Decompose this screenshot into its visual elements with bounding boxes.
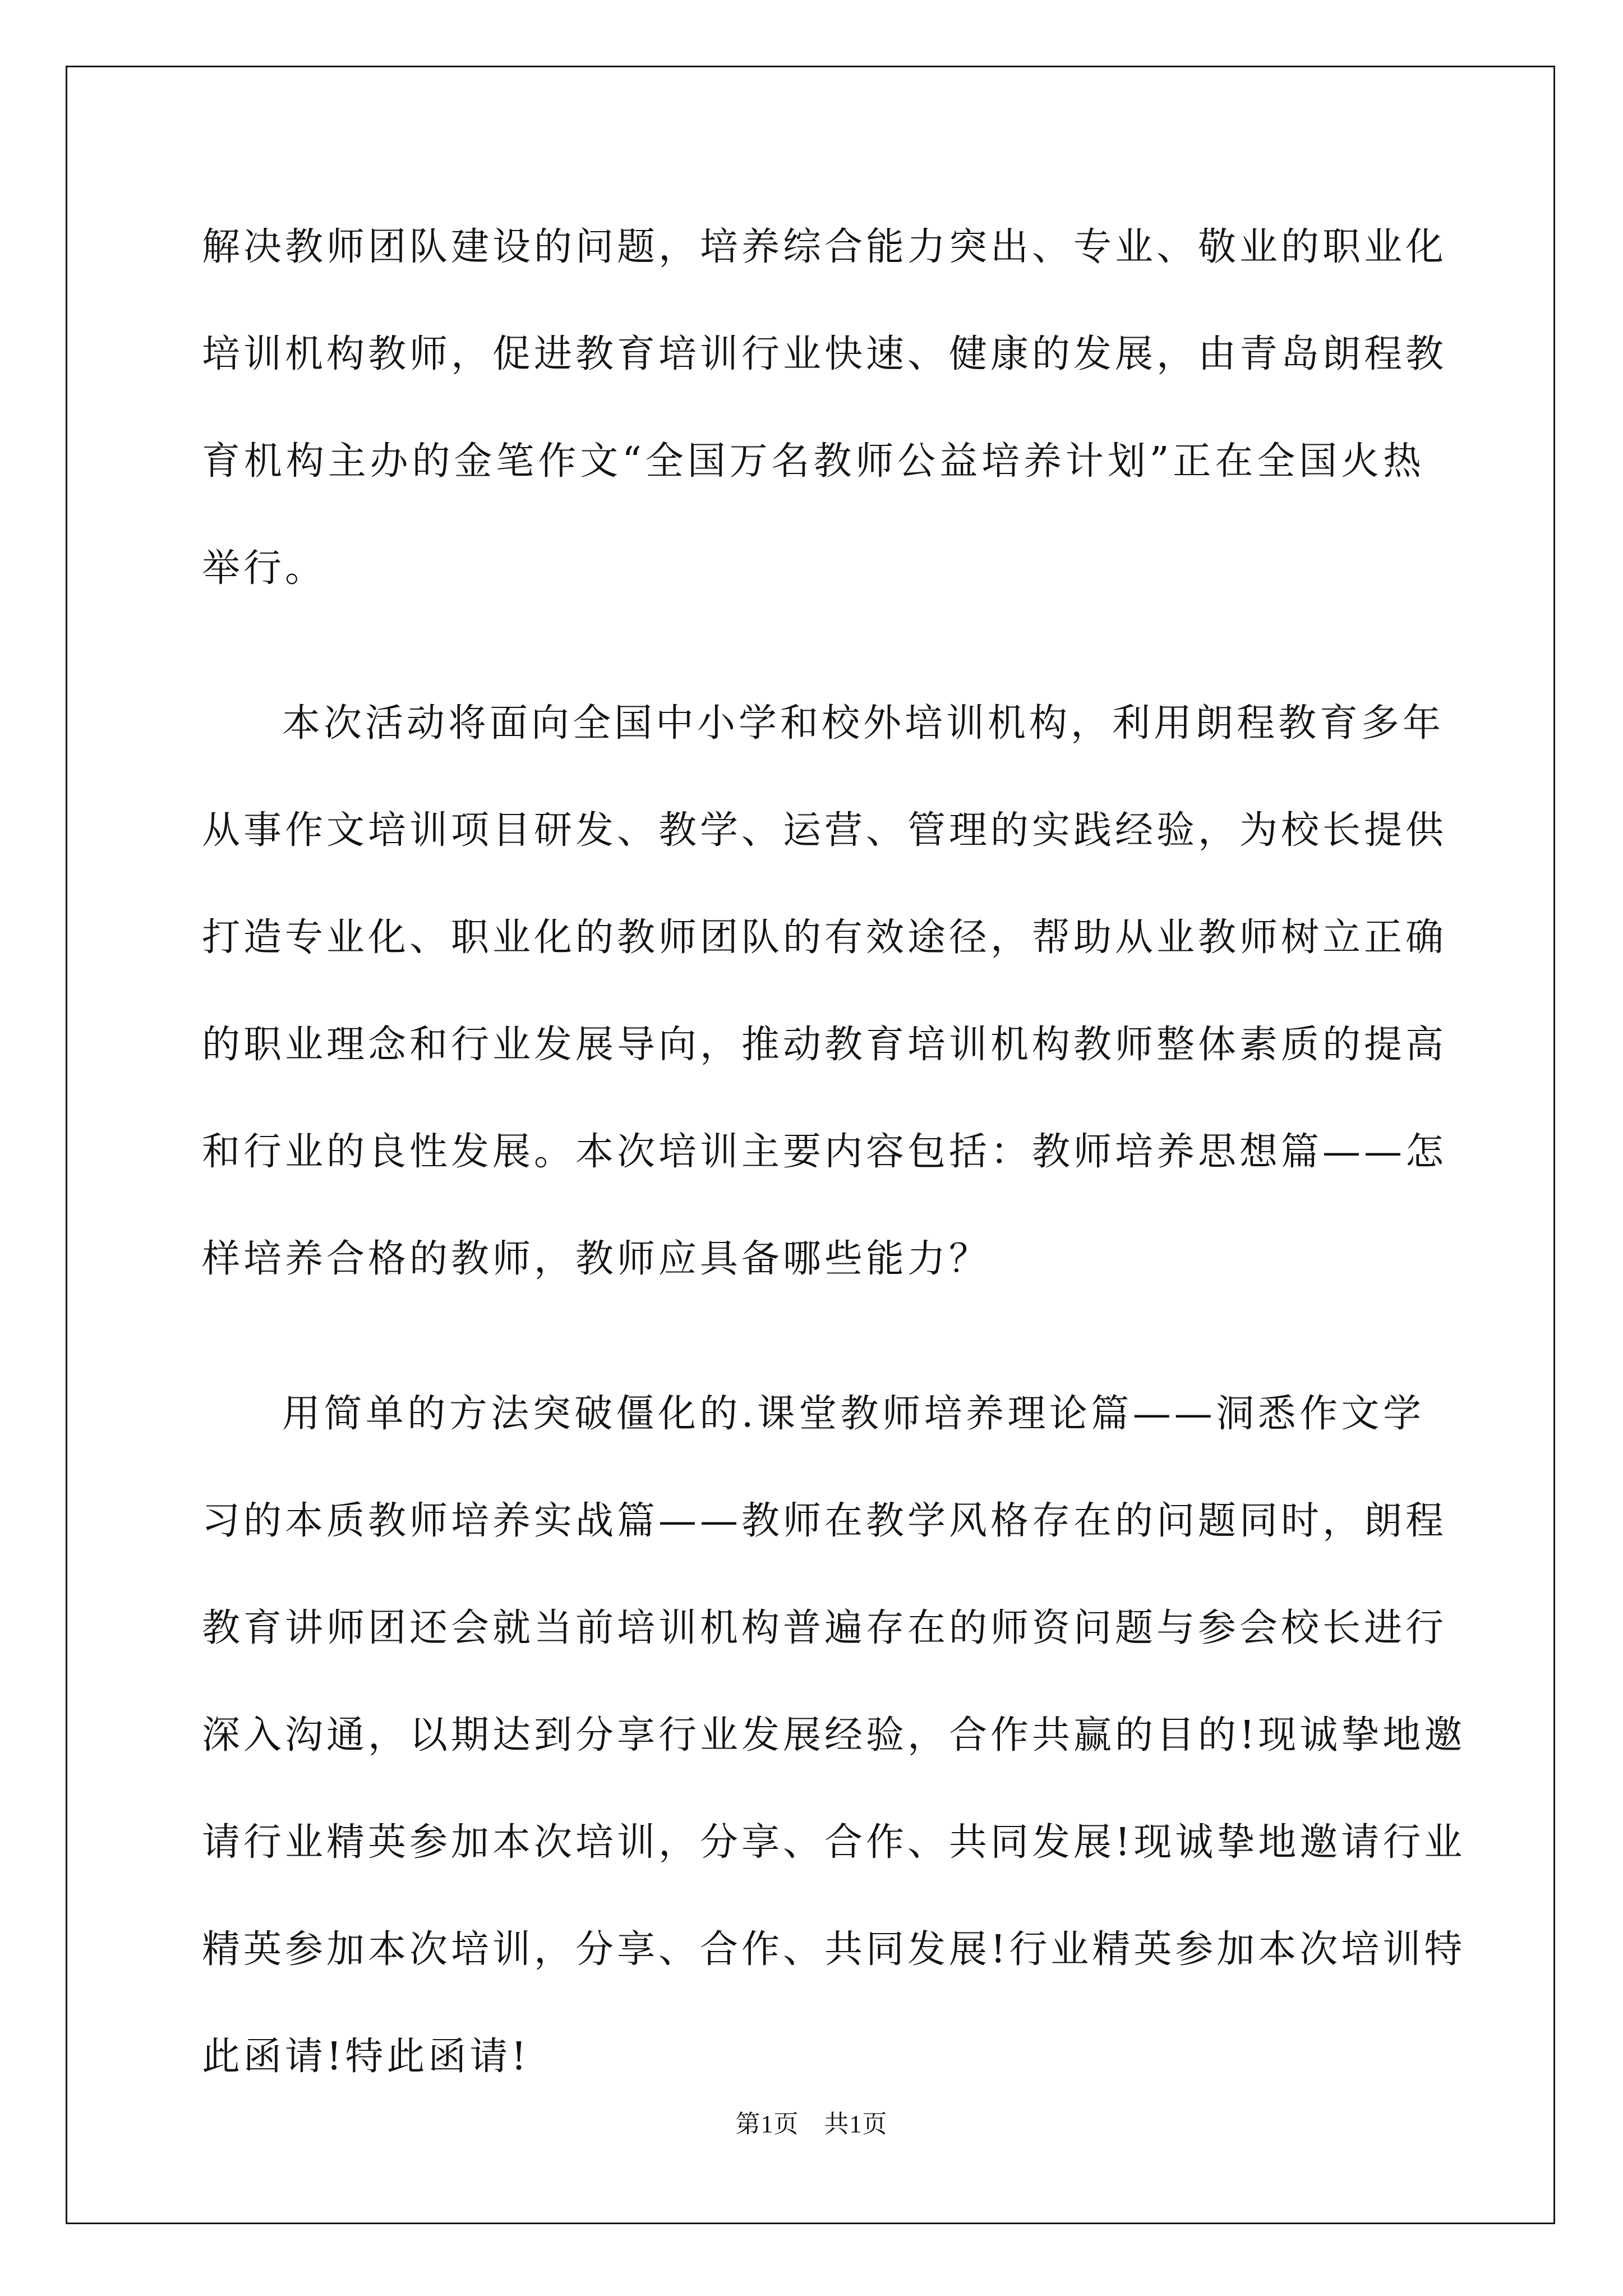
text-line: 用简单的方法突破僵化的.课堂教师培养理论篇——洞悉作文学 [282, 1392, 1424, 1436]
text-line: 此函请!特此函请! [202, 2035, 530, 2079]
paragraph-2 [202, 670, 1447, 1313]
text-line: 从事作文培训项目研发、教学、运营、管理的实践经验，为校长提供 [202, 808, 1447, 853]
text-line: 和行业的良性发展。本次培训主要内容包括：教师培养思想篇——怎 [202, 1130, 1447, 1174]
text-line: 解决教师团队建设的问题，培养综合能力突出、专业、敬业的职业化 [202, 225, 1447, 269]
text-line: 本次活动将面向全国中小学和校外培训机构，利用朗程教育多年 [282, 701, 1445, 746]
text-line: 育机构主办的金笔作文“全国万名教师公益培养计划”正在全国火热 [202, 439, 1424, 484]
text-line: 的职业理念和行业发展导向，推动教育培训机构教师整体素质的提高 [202, 1023, 1447, 1067]
text-line: 精英参加本次培训，分享、合作、共同发展!行业精英参加本次培训特 [202, 1927, 1466, 1972]
text-line: 打造专业化、职业化的教师团队的有效途径，帮助从业教师树立正确 [202, 915, 1447, 960]
text-line: 培训机构教师，促进教育培训行业快速、健康的发展，由青岛朗程教 [202, 332, 1447, 376]
document-body [202, 194, 1466, 2158]
text-line: 举行。 [202, 546, 327, 591]
paragraph-3 [202, 1360, 1466, 2110]
page-number: 第1页 共1页 [735, 2110, 888, 2138]
paragraph-1 [202, 194, 1447, 622]
text-line: 样培养合格的教师，教师应具备哪些能力？ [202, 1237, 991, 1281]
text-line: 深入沟通，以期达到分享行业发展经验，合作共赢的目的!现诚挚地邀 [202, 1713, 1466, 1757]
text-line: 教育讲师团还会就当前培训机构普遍存在的师资问题与参会校长进行 [202, 1606, 1447, 1650]
text-line: 习的本质教师培养实战篇——教师在教学风格存在的问题同时，朗程 [202, 1499, 1447, 1543]
text-line: 请行业精英参加本次培训，分享、合作、共同发展!现诚挚地邀请行业 [202, 1820, 1466, 1865]
